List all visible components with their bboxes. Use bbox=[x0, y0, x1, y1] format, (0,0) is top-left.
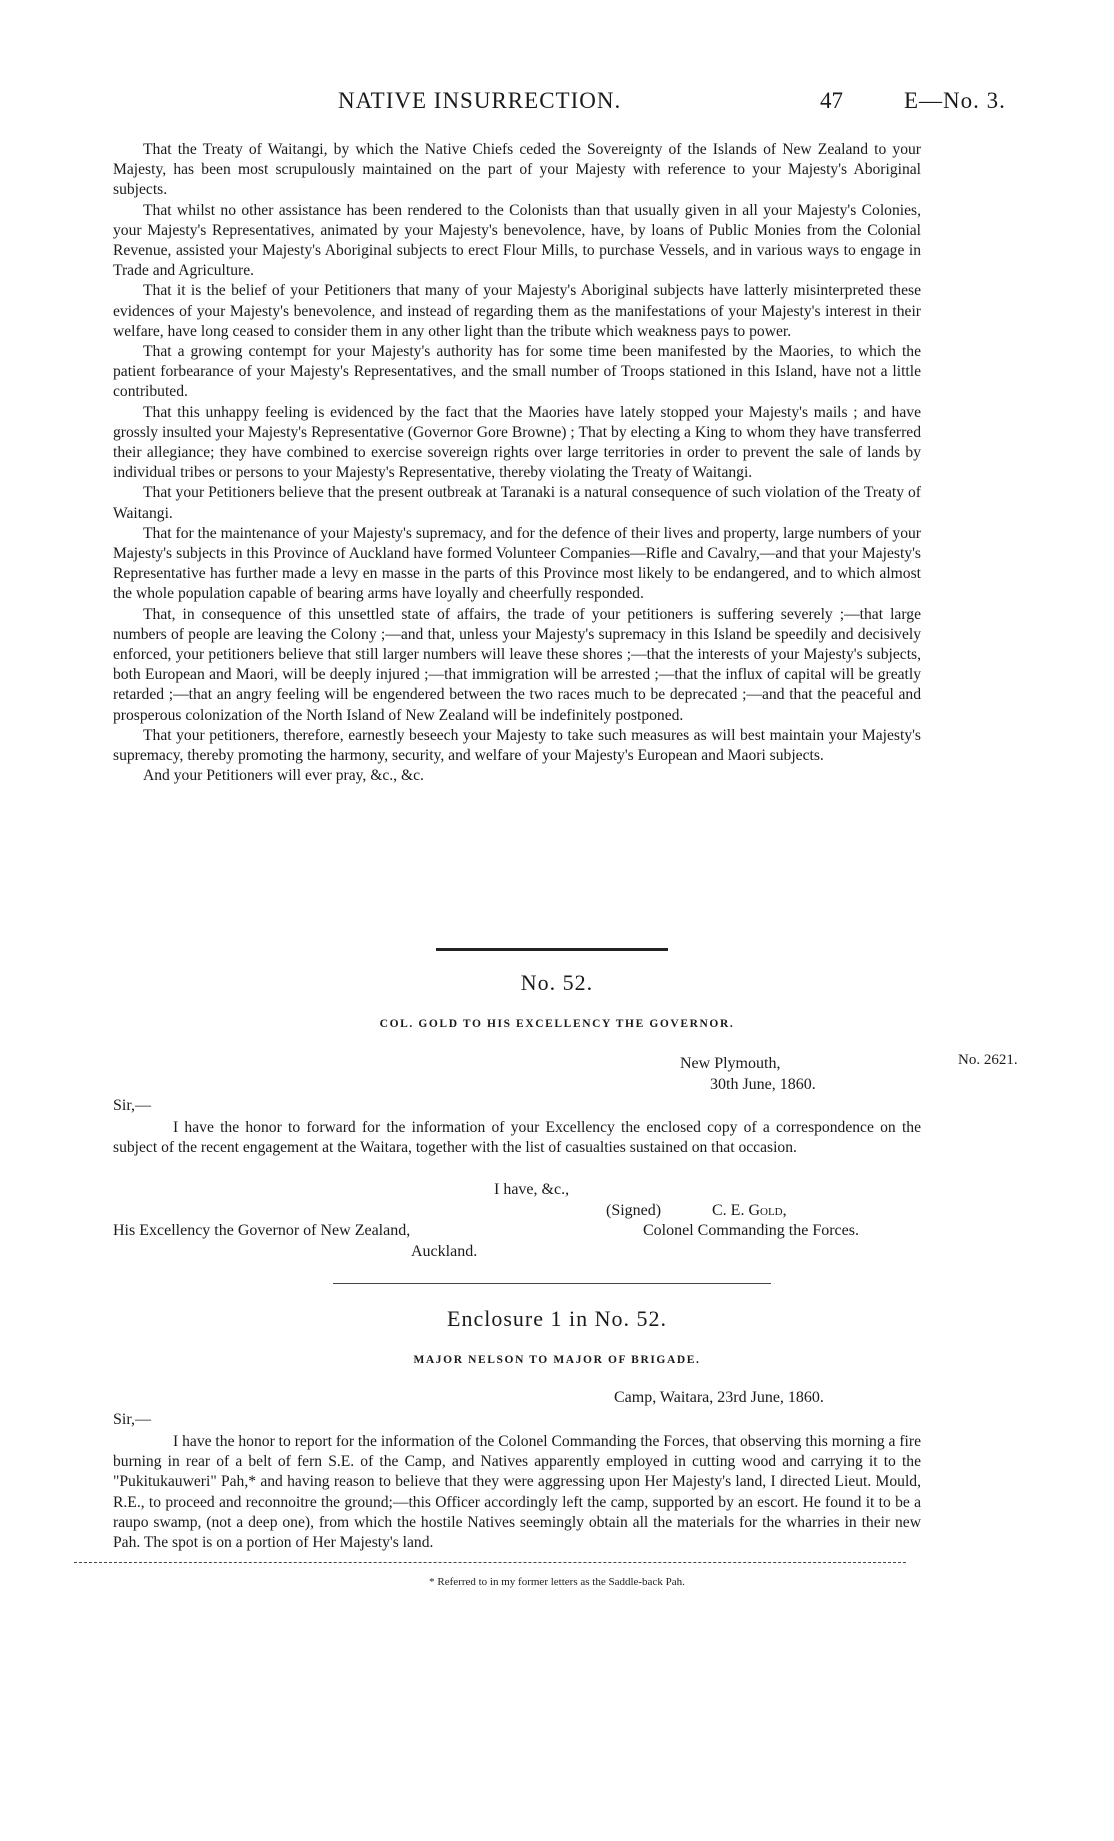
enclosure-heading: MAJOR NELSON TO MAJOR OF BRIGADE. bbox=[413, 1354, 701, 1366]
petition-paragraph: That your Petitioners believe that the present outbreak at Taranaki is a natural consequence of such violation of the Treaty of Waitangi. bbox=[113, 484, 921, 522]
document-number: No. 52. bbox=[520, 970, 594, 995]
petition-text bbox=[113, 140, 921, 787]
addressee: His Excellency the Governor of New Zealand, bbox=[113, 1222, 411, 1239]
petition-paragraph: That the Treaty of Waitangi, by which the Native Chiefs ceded the Sovereignty of the Islands of New Zealand to your Majesty, has been most scrupulously maintained on the part of your Majesty with reference to your Majesty's Aboriginal subjects. bbox=[113, 141, 921, 199]
petition-paragraph: That this unhappy feeling is evidenced by the fact that the Maories have lately stopped your Majesty's mails ; and have grossly insulted your Majesty's Representative (Governor Gore Browne) ; That by electing a King to whom they have transferred their allegiance; they have combined to exercise sovereign rights over large territories in order to prevent the sale of lands by individual tribes or persons to your Majesty's Representative, thereby violating the Treaty of Waitangi. bbox=[113, 403, 921, 482]
signature: C. E. Gold, bbox=[712, 1202, 787, 1219]
salutation: Sir,— bbox=[113, 1411, 152, 1428]
letter-date: 30th June, 1860. bbox=[710, 1076, 816, 1093]
petition-paragraph: That a growing contempt for your Majesty's authority has for some time been manifested by the Maories, to which the patient forbearance of your Majesty's Representatives, and the small number of Troops stationed in this Island, have not a little contributed. bbox=[113, 343, 921, 401]
letter-body: I have the honor to forward for the information of your Excellency the enclosed copy of a correspondence on the subject of the recent engagement at the Waitara, together with the list of casualties sustained on that occasion. bbox=[113, 1119, 921, 1157]
page-number: 47 bbox=[820, 88, 843, 113]
footnote: * Referred to in my former letters as the Saddle-back Pah. bbox=[429, 1576, 685, 1588]
petition-paragraph: That your petitioners, therefore, earnestly beseech your Majesty to take such measures as will best maintain your Majesty's supremacy, thereby promoting the harmony, security, and welfare of your Majesty's European and Maori subjects. bbox=[113, 726, 921, 765]
petition-paragraph: And your Petitioners will ever pray, &c., &c. bbox=[143, 767, 424, 785]
footnote-divider bbox=[74, 1562, 906, 1563]
enclosure-body: I have the honor to report for the information of the Colonel Commanding the Forces, that observing this morning a fire burning in rear of a belt of fern S.E. of the Camp, and Natives apparently employed in cutting wood and carrying it to the "Pukitukauweri" Pah,* and having reason to believe that they were aggressing upon Her Majesty's land, I directed Lieut. Mould, R.E., to proceed and reconnoitre the ground;—this Officer accordingly left the camp, supported by an escort. He found it to be a raupo swamp, (not a deep one), from which the hostile Natives seemingly obtain all the materials for the wharries in their new Pah. The spot is on a portion of Her Majesty's land. bbox=[113, 1433, 921, 1552]
section-divider bbox=[436, 948, 668, 951]
petition-paragraph: That whilst no other assistance has been rendered to the Colonists than that usually given in all your Majesty's Colonies, your Majesty's Representatives, animated by your Majesty's benevolence, have, by loans of Public Monies from the Colonial Revenue, assisted your Majesty's Aboriginal subjects to erect Flour Mills, to purchase Vessels, and in various ways to engage in Trade and Agriculture. bbox=[113, 201, 921, 280]
letter-heading: COL. GOLD TO HIS EXCELLENCY THE GOVERNOR. bbox=[379, 1018, 735, 1030]
petition-paragraph: That for the maintenance of your Majesty's supremacy, and for the defence of their lives and property, large numbers of your Majesty's subjects in this Province of Auckland have formed Volunteer Companies—Rifle and Cavalry,—and that your Majesty's Representative has further made a levy en masse in the parts of this Province most likely to be endangered, and to which almost the whole population capable of bearing arms have loyally and cheerfully responded. bbox=[113, 524, 921, 603]
enclosure-title: Enclosure 1 in No. 52. bbox=[447, 1306, 667, 1331]
letter-place: New Plymouth, bbox=[680, 1055, 781, 1072]
signature-rank: Colonel Commanding the Forces. bbox=[643, 1222, 859, 1239]
letter-closing: I have, &c., bbox=[494, 1181, 570, 1198]
enclosure-dateline: Camp, Waitara, 23rd June, 1860. bbox=[614, 1389, 824, 1406]
series-number: E—No. 3. bbox=[904, 88, 1006, 113]
petition-paragraph: That, in consequence of this unsettled state of affairs, the trade of your petitioners is suffering severely ;—that large numbers of people are leaving the Colony ;—and that, unless your Majesty's supremacy in this Island be speedily and decisively enforced, your petitioners believe that still larger numbers will leave these shores ;—that the interests of your Majesty's subjects, both European and Maori, will be deeply injured ;—that immigration will be arrested ;—that the influx of capital will be greatly retarded ;—that an angry feeling will be engendered between the two races much to be deprecated ;—and that the peaceful and prosperous colonization of the North Island of New Zealand will be indefinitely postponed. bbox=[113, 605, 921, 724]
section-divider bbox=[333, 1283, 771, 1284]
petition-paragraph: That it is the belief of your Petitioners that many of your Majesty's Aboriginal subjects have latterly misinterpreted these evidences of your Majesty's benevolence, and instead of regarding them as the manifestations of your Majesty's interest in their welfare, have long ceased to consider them in any other light than the tribute which weakness pays to power. bbox=[113, 282, 921, 340]
signed-label: (Signed) bbox=[606, 1202, 662, 1219]
running-title: NATIVE INSURRECTION. bbox=[338, 88, 622, 113]
margin-reference: No. 2621. bbox=[958, 1052, 1018, 1068]
addressee-place: Auckland. bbox=[411, 1243, 478, 1260]
salutation: Sir,— bbox=[113, 1097, 152, 1114]
